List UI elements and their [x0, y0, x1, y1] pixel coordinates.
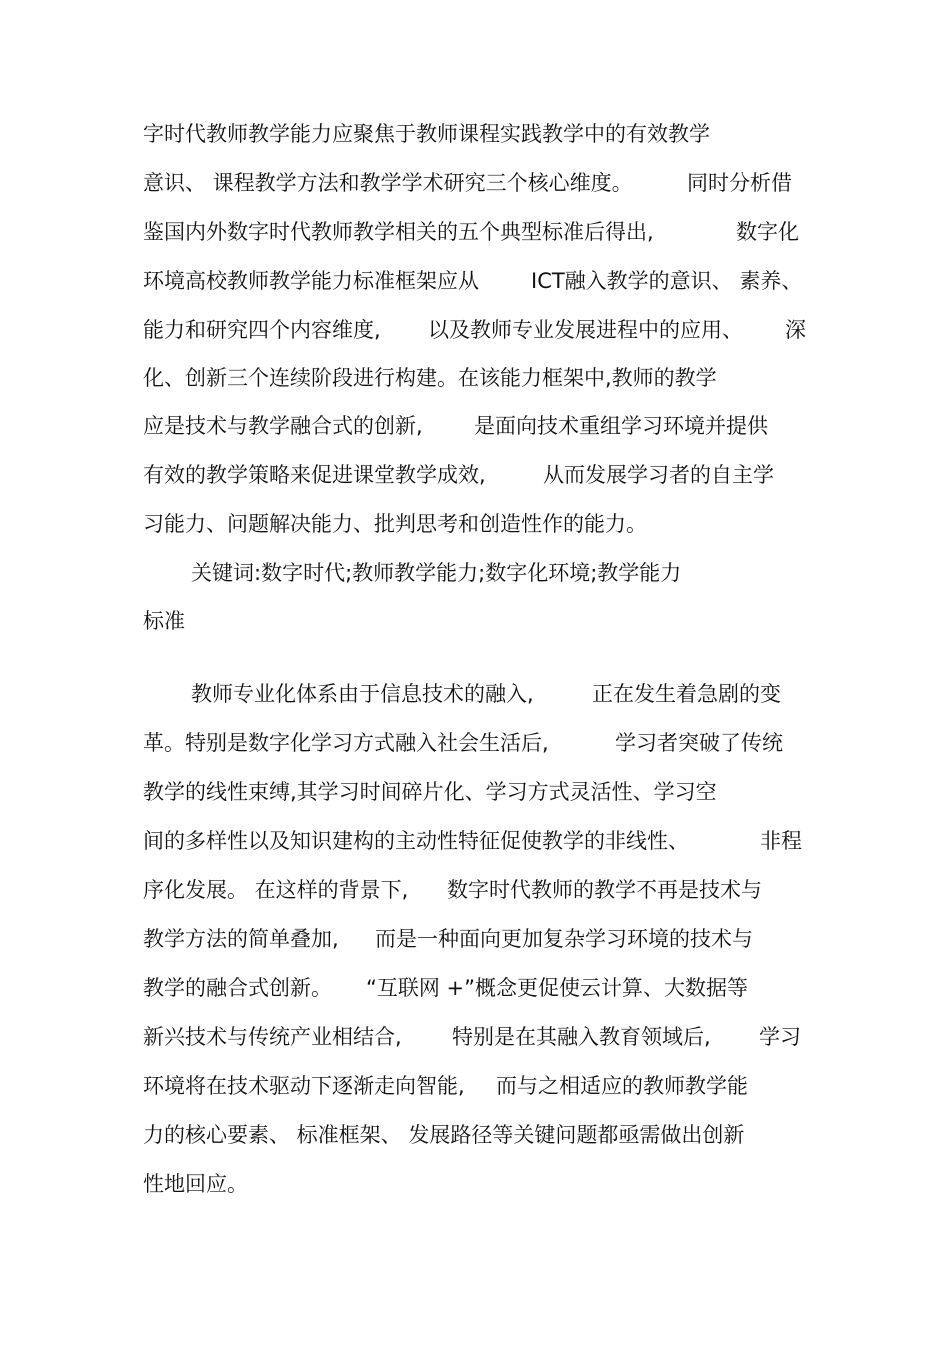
text-segment: 标准	[143, 609, 185, 633]
text-line	[0, 1021, 950, 1053]
text-line	[0, 678, 950, 710]
text-segment: 鉴国内外数字时代教师教学相关的五个典型标准后得出,	[143, 220, 654, 244]
text-segment: 非程	[760, 829, 802, 853]
text-segment: 教学方法的简单叠加,	[143, 927, 339, 951]
text-segment: 环境高校教师教学能力标准框架应从	[143, 269, 479, 293]
text-line	[0, 1168, 950, 1200]
keywords-label: 关键词:数字时代;教师教学能力;数字化环境;教学能力	[191, 561, 682, 585]
text-segment: 序化发展。 在这样的背景下,	[143, 878, 409, 902]
text-line	[0, 362, 950, 394]
text-segment: ICT融入教学的意识、 素养、	[531, 269, 803, 293]
text-line	[0, 874, 950, 906]
text-segment: 革。特别是数字化学习方式融入社会生活后,	[143, 731, 549, 755]
text-segment: 从而发展学习者的自主学	[543, 463, 774, 487]
text-segment: 同时分析借	[687, 171, 792, 195]
text-segment: 数字时代教师的教学不再是技术与	[447, 878, 762, 902]
text-segment: 而与之相适应的教师教学能	[496, 1074, 748, 1098]
text-line	[0, 825, 950, 857]
text-segment: 习能力、问题解决能力、批判思考和创造性作的能力。	[143, 512, 647, 536]
text-segment: 字时代教师教学能力应聚焦于教师课程实践教学中的有效教学	[143, 122, 710, 146]
text-segment: 性地回应。	[143, 1172, 248, 1196]
text-line	[0, 314, 950, 346]
text-segment: 深	[785, 318, 806, 342]
text-line	[0, 410, 950, 442]
text-segment: 是面向技术重组学习环境并提供	[474, 414, 768, 438]
text-segment: 应是技术与教学融合式的创新,	[143, 414, 423, 438]
text-line	[0, 1119, 950, 1151]
text-line	[0, 557, 950, 589]
text-segment: 而是一种面向更加复杂学习环境的技术与	[375, 927, 753, 951]
text-line	[0, 605, 950, 637]
text-segment: 能力和研究四个内容维度,	[143, 318, 381, 342]
text-line	[0, 727, 950, 759]
text-segment: 环境将在技术驱动下逐渐走向智能,	[143, 1074, 465, 1098]
text-segment: 特别是在其融入教育领域后,	[452, 1025, 711, 1049]
text-segment: 有效的教学策略来促进课堂教学成效,	[143, 463, 486, 487]
text-segment: 意识、 课程教学方法和教学学术研究三个核心维度。	[143, 171, 633, 195]
text-segment: 教学的融合式创新。	[143, 976, 332, 1000]
text-line	[0, 216, 950, 248]
text-segment: 数字化	[736, 220, 799, 244]
text-segment: 正在发生着急剧的变	[592, 682, 781, 706]
text-line	[0, 508, 950, 540]
text-line	[0, 1070, 950, 1102]
text-segment: 间的多样性以及知识建构的主动性特征促使教学的非线性、	[143, 829, 689, 853]
text-line	[0, 167, 950, 199]
text-segment: “互联网 +”概念更促使云计算、大数据等	[366, 976, 749, 1000]
text-line	[0, 972, 950, 1004]
text-segment: 教师专业化体系由于信息技术的融入,	[191, 682, 534, 706]
text-segment: 以及教师专业发展进程中的应用、	[428, 318, 743, 342]
text-segment: 学习	[759, 1025, 801, 1049]
text-line	[0, 459, 950, 491]
text-line	[0, 776, 950, 808]
text-segment: 新兴技术与传统产业相结合,	[143, 1025, 402, 1049]
text-line	[0, 923, 950, 955]
text-segment: 学习者突破了传统	[615, 731, 783, 755]
text-segment: 化、创新三个连续阶段进行构建。在该能力框架中,教师的教学	[143, 366, 717, 390]
text-segment: 力的核心要素、 标准框架、 发展路径等关键问题都亟需做出创新	[143, 1123, 745, 1147]
text-line	[0, 265, 950, 297]
text-line	[0, 118, 950, 150]
text-segment: 教学的线性束缚,其学习时间碎片化、学习方式灵活性、学习空	[143, 780, 717, 804]
